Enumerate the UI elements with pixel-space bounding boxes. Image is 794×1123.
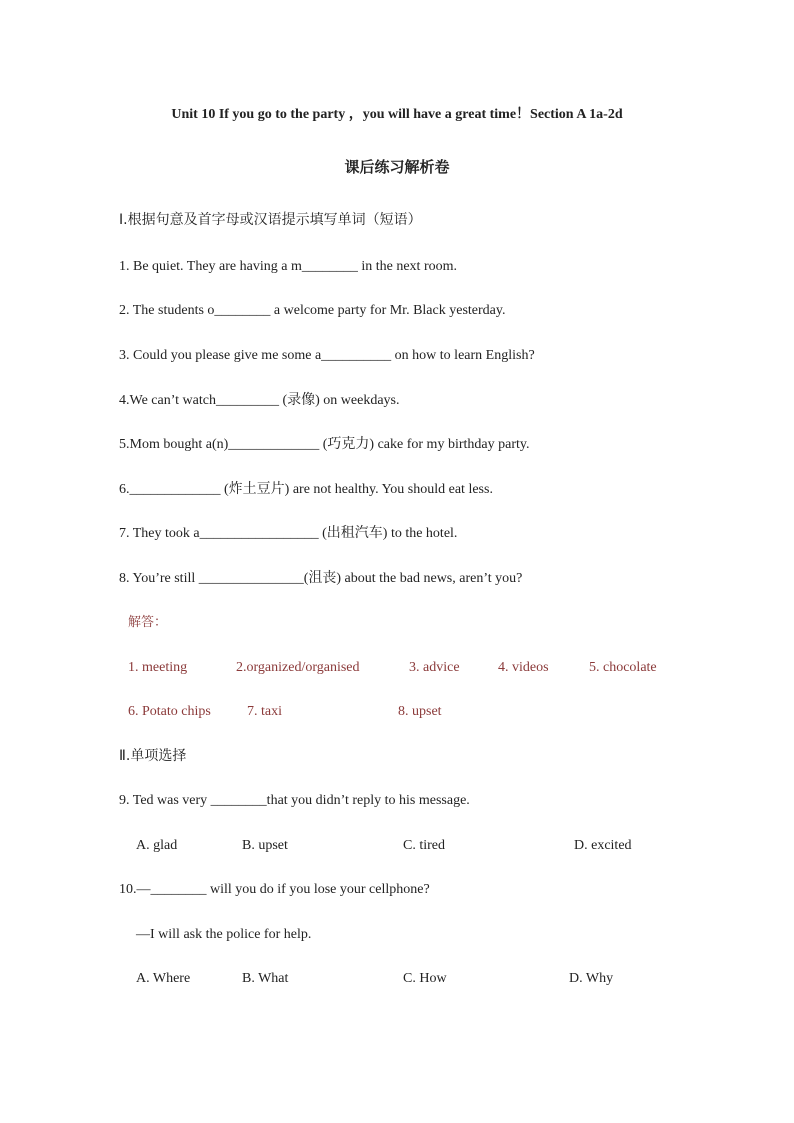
q9-option-d: D. excited xyxy=(574,838,632,853)
answer-3: 3. advice xyxy=(409,660,460,675)
document-subtitle: 课后练习解析卷 xyxy=(344,158,450,176)
question-10: 10.—________ will you do if you lose your cellphone? xyxy=(119,882,430,897)
document-title: Unit 10 If you go to the party ，you will have a great time！Section A 1a-2d xyxy=(171,107,623,122)
section-2-heading: Ⅱ.单项选择 xyxy=(119,748,187,764)
question-5: 5.Mom bought a(n)_____________ (巧克力) cake for my birthday party. xyxy=(119,437,530,452)
q9-option-c: C. tired xyxy=(403,838,445,853)
answer-label: 解答： xyxy=(128,615,168,630)
question-8: 8. You’re still _______________(沮丧) about the bad news, aren’t you? xyxy=(119,571,523,586)
question-4: 4.We can’t watch_________ (录像) on weekdays. xyxy=(119,393,400,408)
answer-8: 8. upset xyxy=(398,704,442,719)
question-7: 7. They took a_________________ (出租汽车) to the hotel. xyxy=(119,526,458,541)
q10-option-b: B. What xyxy=(242,971,289,986)
q9-option-b: B. upset xyxy=(242,838,288,853)
question-2: 2. The students o________ a welcome party for Mr. Black yesterday. xyxy=(119,303,506,318)
q9-option-a: A. glad xyxy=(136,838,178,853)
question-3: 3. Could you please give me some a__________ on how to learn English? xyxy=(119,348,535,363)
answer-6: 6. Potato chips xyxy=(128,704,211,719)
answer-1: 1. meeting xyxy=(128,660,188,675)
question-10-reply: —I will ask the police for help. xyxy=(136,927,312,942)
section-1-heading: Ⅰ.根据句意及首字母或汉语提示填写单词（短语） xyxy=(119,212,422,228)
q10-option-d: D. Why xyxy=(569,971,614,986)
question-9: 9. Ted was very ________that you didn’t reply to his message. xyxy=(119,793,470,808)
answer-4: 4. videos xyxy=(498,660,549,675)
answer-5: 5. chocolate xyxy=(589,660,657,675)
question-1: 1. Be quiet. They are having a m________ in the next room. xyxy=(119,259,458,274)
q10-option-a: A. Where xyxy=(136,971,191,986)
answer-7: 7. taxi xyxy=(247,704,282,719)
q10-option-c: C. How xyxy=(403,971,447,986)
answer-2: 2.organized/organised xyxy=(236,660,360,675)
question-6: 6._____________ (炸土豆片) are not healthy. You should eat less. xyxy=(119,482,493,497)
